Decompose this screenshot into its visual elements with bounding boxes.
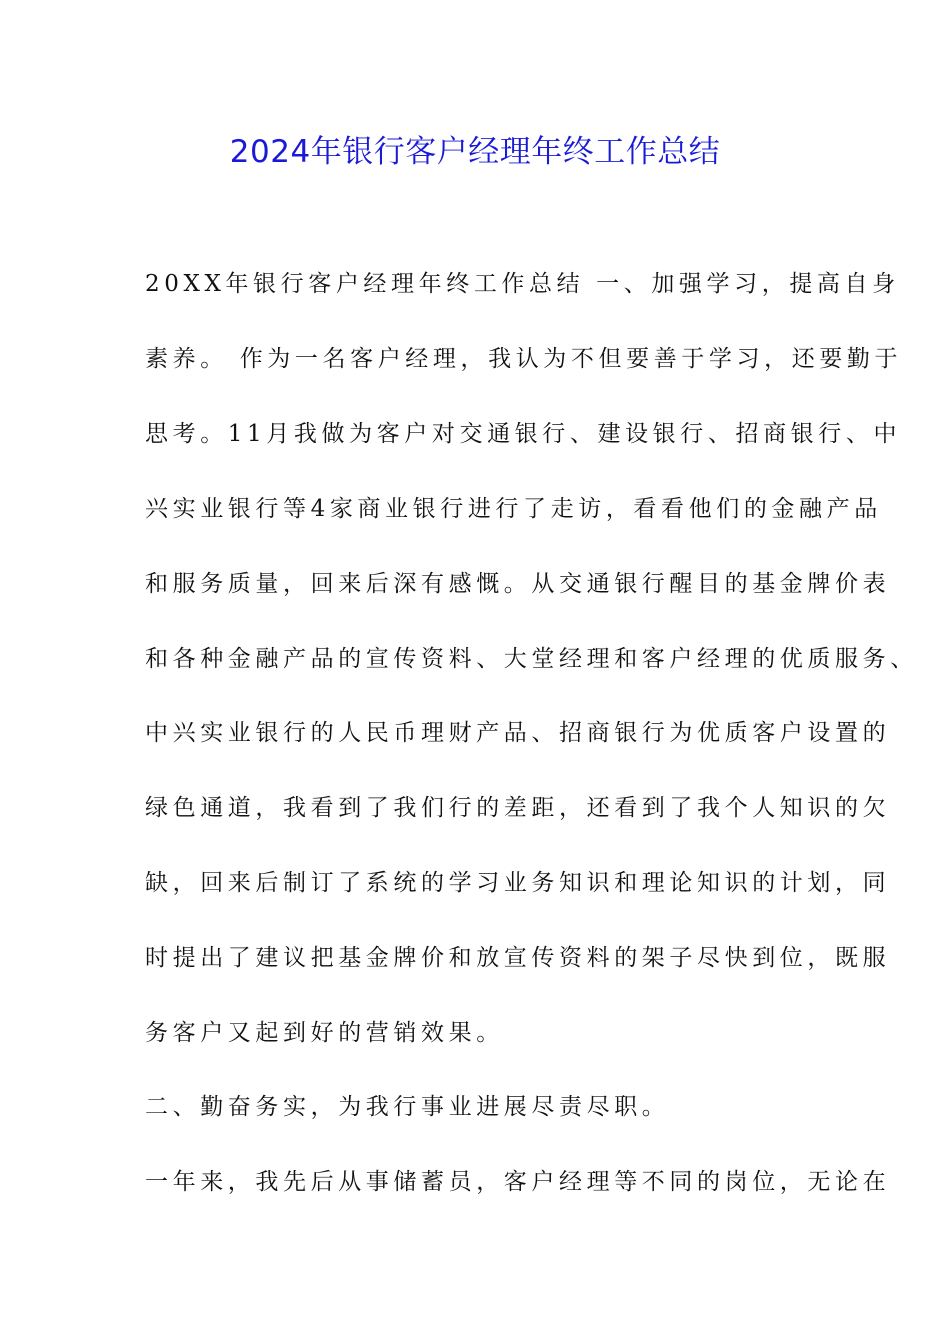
body-line-3: 思考。11月我做为客户对交通银行、建设银行、招商银行、中: [145, 421, 902, 447]
body-line-10: 时提出了建议把基金牌价和放宣传资料的架子尽快到位，既服: [145, 945, 891, 971]
document-title: 2024年银行客户经理年终工作总结: [229, 134, 721, 170]
body-line-4: 兴实业银行等4家商业银行进行了走访，看看他们的金融产品: [145, 496, 882, 522]
body-line-13: 一年来，我先后从事储蓄员，客户经理等不同的岗位，无论在: [145, 1169, 891, 1195]
body-line-6: 和各种金融产品的宣传资料、大堂经理和客户经理的优质服务、: [145, 646, 918, 672]
body-line-1: 20XX年银行客户经理年终工作总结 一、加强学习，提高自身: [145, 271, 900, 297]
body-line-9: 缺，回来后制订了系统的学习业务知识和理论知识的计划，同: [145, 870, 891, 896]
body-line-11: 务客户又起到好的营销效果。: [145, 1020, 504, 1046]
body-line-2: 素养。 作为一名客户经理，我认为不但要善于学习，还要勤于: [145, 346, 903, 372]
body-line-5: 和服务质量，回来后深有感慨。从交通银行醒目的基金牌价表: [145, 571, 891, 597]
body-line-7: 中兴实业银行的人民币理财产品、招商银行为优质客户设置的: [145, 720, 891, 746]
body-line-8: 绿色通道，我看到了我们行的差距，还看到了我个人知识的欠: [145, 795, 891, 821]
section-heading-2: 二、勤奋务实，为我行事业进展尽责尽职。: [145, 1094, 670, 1120]
